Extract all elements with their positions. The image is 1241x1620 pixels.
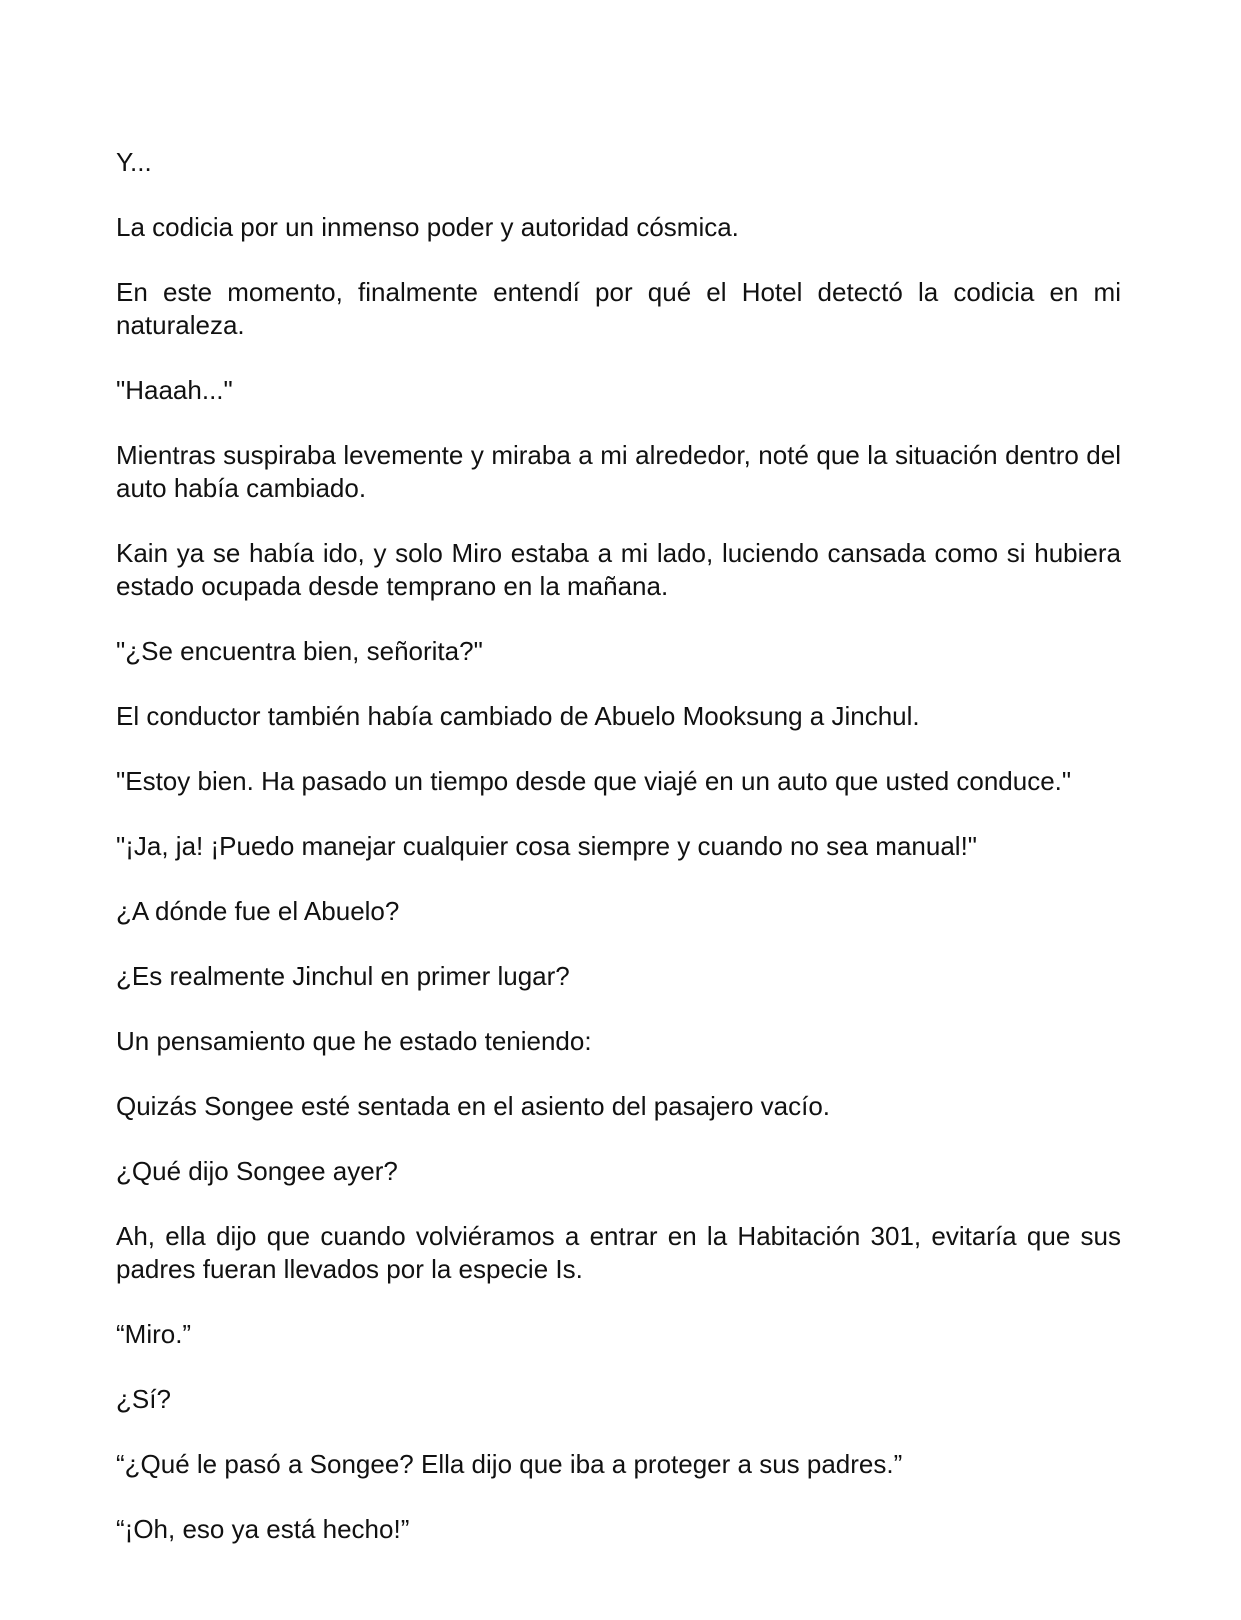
paragraph: "¡Ja, ja! ¡Puedo manejar cualquier cosa siempre y cuando no sea manual!" [116,831,978,861]
paragraph: La codicia por un inmenso poder y autoridad cósmica. [116,212,739,242]
paragraph: "Haaah..." [116,375,233,405]
paragraph: ¿Es realmente Jinchul en primer lugar? [116,961,570,991]
paragraph: Quizás Songee esté sentada en el asiento del pasajero vacío. [116,1091,831,1121]
paragraph: Kain ya se había ido, y solo Miro estaba a mi lado, luciendo cansada como si hubiera estado ocupada desde temprano en la mañana. [116,538,1121,601]
paragraph: “¡Oh, eso ya está hecho!” [116,1514,410,1544]
paragraph: ¿Qué dijo Songee ayer? [116,1156,398,1186]
paragraph: “Miro.” [116,1319,192,1349]
paragraph: El conductor también había cambiado de Abuelo Mooksung a Jinchul. [116,701,920,731]
paragraph: Ah, ella dijo que cuando volviéramos a entrar en la Habitación 301, evitaría que sus padres fueran llevados por la especie Is. [116,1221,1121,1284]
paragraph: En este momento, finalmente entendí por qué el Hotel detectó la codicia en mi naturaleza. [116,277,1121,340]
document-body [116,146,1121,1578]
paragraph: Y... [116,147,152,177]
paragraph: Un pensamiento que he estado teniendo: [116,1026,592,1056]
paragraph: "Estoy bien. Ha pasado un tiempo desde que viajé en un auto que usted conduce." [116,766,1072,796]
paragraph: ¿A dónde fue el Abuelo? [116,896,400,926]
paragraph: Mientras suspiraba levemente y miraba a mi alrededor, noté que la situación dentro del auto había cambiado. [116,440,1121,503]
paragraph: "¿Se encuentra bien, señorita?" [116,636,483,666]
paragraph: ¿Sí? [116,1384,171,1414]
paragraph: “¿Qué le pasó a Songee? Ella dijo que iba a proteger a sus padres.” [116,1449,903,1479]
